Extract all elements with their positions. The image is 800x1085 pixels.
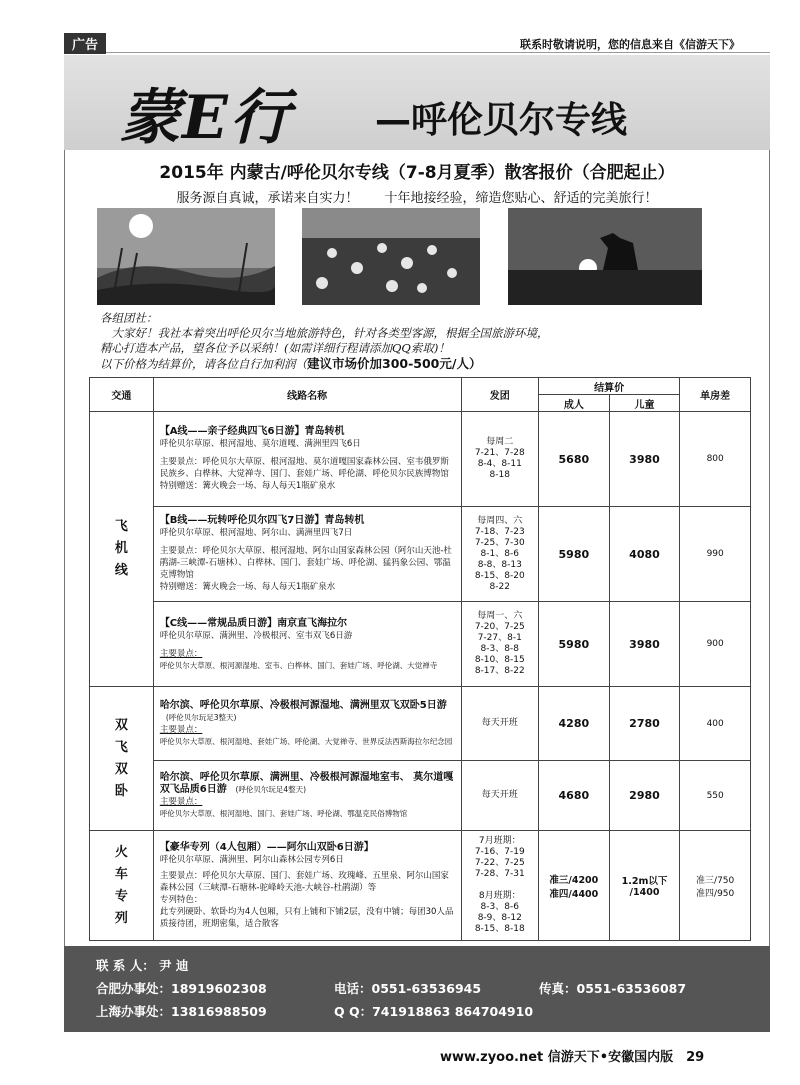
adult-price: 4680 (539, 761, 610, 831)
table-row (90, 412, 751, 507)
route-line: 呼伦贝尔草原、根河湿地、莫尔道嘎、满洲里四飞6日 (159, 439, 361, 449)
header-adult: 成人 (539, 395, 610, 412)
departure-dates: 每天开班 (461, 687, 538, 761)
adult-price: 4280 (539, 687, 610, 761)
mode-train: 火 车 专 列 (90, 831, 154, 941)
single-supplement: 800 (680, 412, 751, 507)
child-price: 3980 (609, 602, 680, 687)
route-spots-label: 主要景点： (159, 725, 203, 735)
route-cell (153, 831, 461, 941)
fax: 传真：0551-63536087 (539, 981, 687, 996)
table-row (90, 507, 751, 602)
route-title: 哈尔滨、呼伦贝尔草原、满洲里、冷极根河源湿地室韦、 莫尔道嘎双飞品质6日游 (159, 772, 454, 795)
route-note: (呼伦贝尔玩足3整天) (165, 713, 237, 722)
intro-line-end: ） (468, 356, 482, 371)
header-route: 线路名称 (153, 378, 461, 412)
single-supplement: 400 (680, 687, 751, 761)
intro-line: 各组团社： (100, 311, 158, 325)
ad-label: 广告 (64, 33, 106, 54)
departure-dates: 每周四、六 7-18、7-23 7-25、7-30 8-1、8-6 8-8、8-13 8-15、8-20 8-22 (461, 507, 538, 602)
route-spots: 呼伦贝尔大草原、根河源湿地、室韦、白桦林、国门、套娃广场、呼伦湖、大觉禅寺 (159, 660, 438, 670)
route-line: 呼伦贝尔草原、满洲里、冷极根河、室韦双飞6日游 (159, 630, 353, 641)
header-settle: 结算价 (539, 378, 680, 395)
single-supplement: 550 (680, 761, 751, 831)
route-gift: 特别赠送：篝火晚会一场、每人每天1瓶矿泉水 (159, 481, 336, 491)
table-row (90, 831, 751, 941)
photo-wild-flowers (302, 208, 480, 305)
tagline: 联系时敬请说明，您的信息来自《信游天下》 (520, 38, 740, 51)
adult-price: 5980 (539, 507, 610, 602)
single-supplement: 准三/750 准四/950 (680, 831, 751, 941)
mode-double: 双 飞 双 卧 (90, 687, 154, 831)
single-supplement: 900 (680, 602, 751, 687)
single-supplement: 990 (680, 507, 751, 602)
table-row (90, 761, 751, 831)
adult-price: 准三/4200 准四/4400 (539, 831, 610, 941)
brand-title: 蒙E行 (120, 83, 292, 153)
route-spots: 主要景点：呼伦贝尔大草原、根河湿地、阿尔山国家森林公园（阿尔山天池-杜鹃湖-三峡潭-石塘林）、白桦林、国门、套娃广场、呼伦湖、猛犸象公园、鄂温克博物馆 (159, 546, 452, 580)
route-spots-label: 主要景点： (159, 797, 203, 807)
route-title: 【A线——亲子经典四飞6日游】青岛转机 (159, 426, 345, 437)
intro-text (100, 311, 549, 372)
route-spots-label: 主要景点： (159, 648, 203, 659)
child-price: 3980 (609, 412, 680, 507)
header-mode: 交通 (90, 378, 154, 412)
route-gift: 专列特色： 此专列硬卧、软卧均为4人包厢，只有上铺和下铺2层，没有中铺；每团30人品质接待团，班期密集，适合散客 (159, 894, 454, 929)
route-spots: 呼伦贝尔大草原、根河湿地、国门、套娃广场、呼伦湖、鄂温克民俗博物馆 (159, 809, 408, 818)
qq: Q Q：741918863 864704910 (334, 1004, 534, 1019)
route-title: 哈尔滨、呼伦贝尔草原、冷极根河源湿地、满洲里双飞双卧5日游 (159, 700, 447, 711)
child-price: 2980 (609, 761, 680, 831)
table-row (90, 687, 751, 761)
price-table (89, 377, 751, 941)
phone: 电话：0551-63536945 (334, 981, 482, 996)
route-note: (呼伦贝尔玩足4整天) (235, 785, 307, 794)
route-line: 呼伦贝尔草原、满洲里、阿尔山森林公园专列6日 (159, 854, 344, 865)
contact-person: 联 系 人： 尹 迪 (96, 958, 189, 973)
departure-dates: 每周二 7-21、7-28 8-4、8-11 8-18 (461, 412, 538, 507)
departure-dates: 7月班期： 7-16、7-19 7-22、7-25 7-28、7-31 8月班期： 8-3、8-6 8-9、8-12 8-15、8-18 (461, 831, 538, 941)
header-single: 单房差 (680, 378, 751, 412)
intro-line: 精心打造本产品，望各位予以采纳！(如需详细行程请添加QQ索取)！ (100, 341, 450, 355)
route-title: 【C线——常规品质日游】南京直飞海拉尔 (159, 617, 348, 629)
table-row (90, 602, 751, 687)
hefei-office: 合肥办事处：18919602308 (96, 981, 267, 996)
page-footer: www.zyoo.net 信游天下•安徽国内版 29 (440, 1050, 705, 1065)
route-cell (153, 507, 461, 602)
intro-line-text: 以下价格为结算价，请各位自行加利润（ (100, 357, 307, 371)
child-price: 2780 (609, 687, 680, 761)
route-cell (153, 412, 461, 507)
adult-price: 5980 (539, 602, 610, 687)
table-header-row (90, 378, 751, 395)
intro-line (100, 356, 549, 372)
photo-sunset-flowers (97, 208, 275, 305)
route-spots: 主要景点：呼伦贝尔大草原、根河湿地、莫尔道嘎国家森林公园、室韦俄罗斯民族乡、白桦林、大觉禅寺、国门、套娃广场、呼伦湖、呼伦贝尔民族博物馆 (159, 457, 449, 479)
route-spots: 呼伦贝尔大草原、根河湿地、套娃广场、呼伦湖、大觉禅寺、世界反法西斯海拉尔纪念园 (159, 737, 453, 746)
intro-line: 大家好！我社本着突出呼伦贝尔当地旅游特色，针对各类型客源，根据全国旅游环境， (100, 326, 549, 340)
departure-dates: 每天开班 (461, 761, 538, 831)
route-spots: 主要景点：呼伦贝尔大草原、国门、套娃广场、玫瑰峰、五里泉、阿尔山国家森林公园（三峡潭-石塘林-驼峰岭天池-大峡谷-杜鹃湖）等 (159, 870, 449, 893)
suggested-price: 建议市场价加300-500元/人 (307, 356, 469, 371)
contact-footer (64, 946, 770, 1032)
slogan: 服务源自真诚，承诺来自实力！ 十年地接经验，缔造您贴心、舒适的完美旅行！ (176, 191, 658, 206)
route-line: 呼伦贝尔草原、根河湿地、阿尔山、满洲里四飞7日 (159, 528, 353, 538)
shanghai-office: 上海办事处：13816988509 (96, 1004, 267, 1019)
route-cell (153, 602, 461, 687)
mode-air: 飞 机 线 (90, 412, 154, 687)
route-title: 【B线——玩转呼伦贝尔四飞7日游】青岛转机 (159, 515, 365, 526)
child-price: 4080 (609, 507, 680, 602)
route-gift: 特别赠送：篝火晚会一场、每人每天1瓶矿泉水 (159, 582, 336, 592)
route-cell (153, 761, 461, 831)
route-cell (153, 687, 461, 761)
route-title: 【豪华专列（4人包厢）——阿尔山双卧6日游】 (159, 841, 374, 853)
child-price: 1.2m以下 /1400 (609, 831, 680, 941)
header-child: 儿童 (609, 395, 680, 412)
brand-subtitle: —呼伦贝尔专线 (375, 100, 628, 141)
adult-price: 5680 (539, 412, 610, 507)
header-dep: 发团 (461, 378, 538, 412)
departure-dates: 每周一、六 7-20、7-25 7-27、8-1 8-3、8-8 8-10、8-15 8-17、8-22 (461, 602, 538, 687)
page-heading: 2015年 内蒙古/呼伦贝尔专线（7-8月夏季）散客报价（合肥起止） (159, 163, 675, 183)
photo-horse-rider-silhouette (508, 208, 702, 305)
